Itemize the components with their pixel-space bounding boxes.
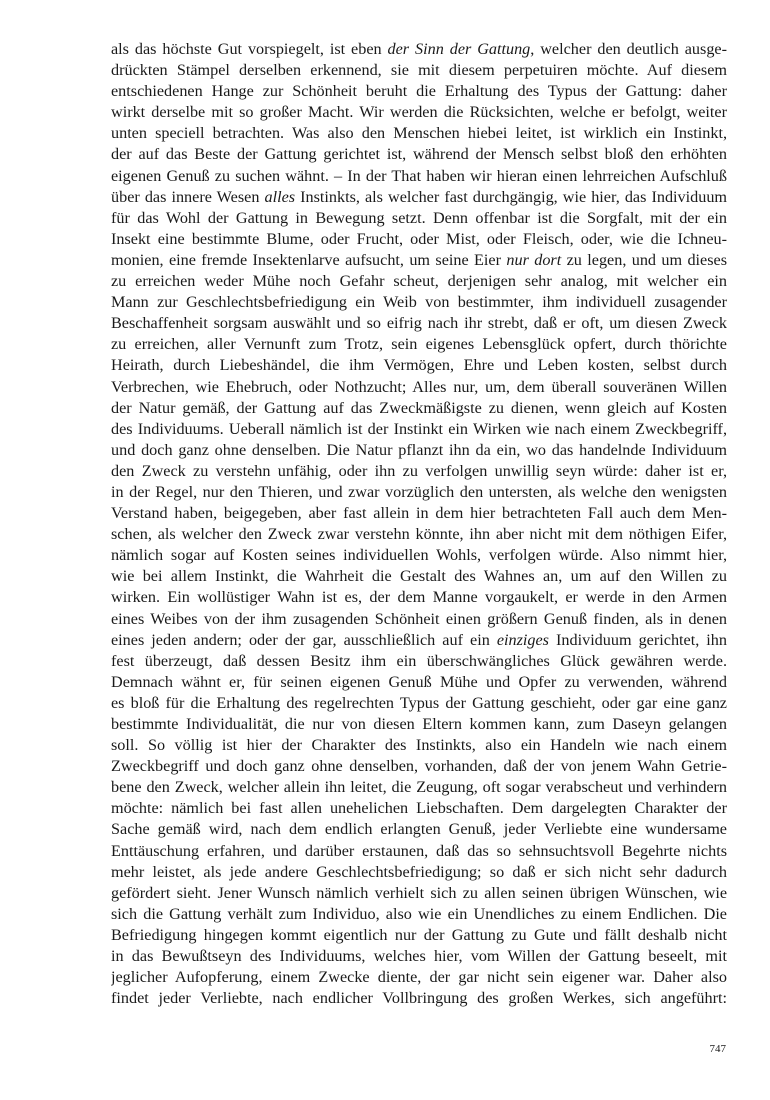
text-run: bene den Zweck, welcher allein ihn leitet, die Zeugung, oft sogar verabscheut und verhindern xyxy=(111,778,727,797)
text-run: wie bei allem Instinkt, die Wahrheit die Gestalt des Wahnes an, um auf den Willen zu xyxy=(111,567,727,586)
text-line xyxy=(111,503,727,524)
text-run: wirkt derselbe mit so großer Macht. Wir werden die Rücksichten, welche er befolgt, weiter xyxy=(111,103,727,122)
text-run: eines jeden andern; oder der gar, ausschließlich auf ein xyxy=(111,630,497,649)
text-run: zu legen, und um dieses xyxy=(561,250,727,269)
text-run: Enttäuschung erfahren, und darüber erstaunen, daß das so sehnsuchtsvoll Begehrte nichts xyxy=(111,841,727,860)
text-line xyxy=(111,862,727,883)
text-line xyxy=(111,693,727,714)
text-line xyxy=(111,482,727,503)
text-line xyxy=(111,102,727,123)
text-run: Verbrechen, wie Ehebruch, oder Nothzucht; Alles nur, um, dem überall souveränen Willen xyxy=(111,377,727,396)
text-line xyxy=(111,545,727,566)
text-line xyxy=(111,398,727,419)
text-run: zu erreichen weder Mühe noch Gefahr scheut, derjenigen sehr analog, mit welcher ein xyxy=(111,272,727,291)
text-run: unten speciell betrachten. Was also den Menschen hiebei leitet, ist wirklich ein Instinkt, xyxy=(111,124,727,143)
text-run: Heirath, durch Liebeshändel, die ihm Vermögen, Ehre und Leben kosten, selbst durch xyxy=(111,356,727,375)
italic-emphasis: der Sinn der Gattung xyxy=(387,40,531,58)
text-run: für das Wohl der Gattung in Bewegung setzt. Denn offenbar ist die Sorgfalt, mit der ein xyxy=(111,208,727,227)
text-run: Individuum gerichtet, ihn xyxy=(548,630,727,649)
text-line xyxy=(111,651,727,672)
text-line xyxy=(111,60,727,81)
body-text xyxy=(111,39,727,1009)
italic-emphasis: alles xyxy=(264,187,296,206)
text-run: mehr leistet, als jede andere Geschlechtsbefriedigung; so daß er sich nicht sehr dadurch xyxy=(111,862,727,881)
text-line xyxy=(111,630,727,651)
text-run: des Individuums. Ueberall nämlich ist der Instinkt ein Wirken wie nach einem Zweckbegriff, xyxy=(111,419,727,438)
text-run: sich die Gattung verhält zum Individuo, also wie ein Unendliches zu einem Endlichen. Die xyxy=(111,904,727,923)
text-line xyxy=(111,313,727,334)
text-run: , welcher den deutlich ausge- xyxy=(530,40,727,58)
italic-emphasis: einziges xyxy=(496,630,549,649)
text-run: Demnach wähnt er, für seinen eigenen Genuß Mühe und Opfer zu verwenden, während xyxy=(111,672,727,691)
text-run: eigenen Genuß zu suchen wähnt. – In der That haben wir hieran einen lehrreichen Aufschluß xyxy=(111,166,727,185)
text-line xyxy=(111,925,727,946)
text-run: Verstand haben, beigegeben, aber fast allein in dem hier betrachteten Fall auch dem Men- xyxy=(111,504,727,523)
text-run: gefördert sieht. Jener Wunsch nämlich verhielt sich zu allen seinen übrigen Wünschen, wie xyxy=(111,883,727,902)
text-line xyxy=(111,735,727,756)
text-run: Sache gemäß wird, nach dem endlich erlangten Genuß, jeder Verliebte eine wundersame xyxy=(111,820,727,839)
text-run: Instinkts, als welcher fast durchgängig, wie hier, das Individuum xyxy=(295,187,727,206)
text-run: wirken. Ein wollüstiger Wahn ist es, der dem Manne vorgaukelt, er werde in den Armen xyxy=(111,588,727,607)
text-line xyxy=(111,798,727,819)
text-line xyxy=(111,714,727,735)
text-line xyxy=(111,81,727,102)
text-run: entschiedenen Hange zur Schönheit beruht die Erhaltung des Typus der Gattung: daher xyxy=(111,82,727,101)
text-run: Befriedigung hingegen kommt eigentlich nur der Gattung zu Gute und fällt deshalb nicht xyxy=(111,925,727,944)
text-line xyxy=(111,461,727,482)
text-line xyxy=(111,229,727,250)
text-run: Mann zur Geschlechtsbefriedigung ein Weib von bestimmter, ihm individuell zusagender xyxy=(111,293,727,312)
text-line xyxy=(111,334,727,355)
text-line xyxy=(111,524,727,545)
text-run: drückten Stämpel derselben erkennend, sie mit diesem perpetuiren möchte. Auf diesem xyxy=(111,61,727,80)
text-line xyxy=(111,123,727,144)
text-line xyxy=(111,609,727,630)
text-run: es bloß für die Erhaltung des regelrechten Typus der Gattung geschieht, oder gar eine ganz xyxy=(111,693,727,712)
text-line xyxy=(111,946,727,967)
text-line xyxy=(111,208,727,229)
text-line xyxy=(111,355,727,376)
text-line xyxy=(111,166,727,187)
text-run: fest überzeugt, daß dessen Besitz ihm ein überschwängliches Glück gewähren werde. xyxy=(111,651,727,670)
text-run: Insekt eine bestimmte Blume, oder Frucht, oder Mist, oder Fleisch, oder, wie die Ichneu- xyxy=(111,229,727,248)
text-line xyxy=(111,144,727,165)
text-run: zu erreichen, aller Vernunft zum Trotz, sein eigenes Lebensglück opfert, durch thörichte xyxy=(111,335,727,354)
text-line xyxy=(111,841,727,862)
text-line xyxy=(111,566,727,587)
text-run: bestimmte Individualität, die nur von diesen Eltern kommen kann, zum Daseyn gelangen xyxy=(111,715,727,733)
text-run: möchte: nämlich bei fast allen unehelichen Liebschaften. Dem dargelegten Charakter der xyxy=(111,799,727,818)
text-run: über das innere Wesen xyxy=(111,187,265,206)
text-line xyxy=(111,967,727,988)
text-line xyxy=(111,904,727,925)
text-run: in das Bewußtseyn des Individuums, welches hier, vom Willen der Gattung beseelt, mit xyxy=(111,947,727,966)
text-line xyxy=(111,377,727,398)
text-run: jeglicher Aufopferung, einem Zwecke diente, der gar nicht sein eigener war. Daher also xyxy=(111,968,727,987)
text-line xyxy=(111,883,727,904)
italic-emphasis: nur dort xyxy=(506,250,562,269)
text-run: findet jeder Verliebte, nach endlicher Vollbringung des großen Werkes, sich angeführt: xyxy=(111,989,727,1008)
text-run: Zweckbegriff und doch ganz ohne denselben, vorhanden, daß der von jenem Wahn Getrie- xyxy=(111,757,727,776)
text-line xyxy=(111,271,727,292)
page-number: 747 xyxy=(709,1043,726,1055)
text-run: der auf das Beste der Gattung gerichtet ist, während der Mensch selbst bloß den erhöhten xyxy=(111,145,727,164)
text-run: der Natur gemäß, der Gattung auf das Zweckmäßigste zu dienen, wenn gleich auf Kosten xyxy=(111,398,727,417)
text-line xyxy=(111,187,727,208)
text-run: und doch ganz ohne denselben. Die Natur pflanzt ihn da ein, wo das handelnde Individuum xyxy=(111,440,727,459)
text-run: monien, eine fremde Insektenlarve aufsucht, um seine Eier xyxy=(111,250,507,269)
text-run: den Zweck zu verstehn unfähig, oder ihn zu verfolgen unwillig seyn würde: daher ist er, xyxy=(111,461,727,480)
text-line xyxy=(111,39,727,60)
text-line xyxy=(111,587,727,608)
text-line xyxy=(111,756,727,777)
text-run: eines Weibes von der ihm zusagenden Schönheit einen größern Genuß finden, als in denen xyxy=(111,609,727,628)
text-line xyxy=(111,819,727,840)
text-line xyxy=(111,440,727,461)
text-line xyxy=(111,419,727,440)
text-run: als das höchste Gut vorspiegelt, ist eben xyxy=(111,40,388,58)
text-line xyxy=(111,988,727,1009)
text-run: in der Regel, nur den Thieren, und zwar vorzüglich den untersten, als welche den wenigsten xyxy=(111,482,727,501)
text-run: soll. So völlig ist hier der Charakter des Instinkts, also ein Handeln wie nach einem xyxy=(111,736,727,755)
text-line xyxy=(111,777,727,798)
text-run: Beschaffenheit sorgsam auswählt und so eifrig nach ihr strebt, daß er oft, um diesen Zweck xyxy=(111,314,727,333)
text-line xyxy=(111,250,727,271)
text-run: nämlich sogar auf Kosten seines individuellen Wohls, verfolgen würde. Also nimmt hier, xyxy=(111,546,727,565)
text-line xyxy=(111,672,727,693)
text-line xyxy=(111,292,727,313)
text-run: schen, als welcher den Zweck zwar verstehn könnte, ihn aber nicht mit dem nöthigen Eifer, xyxy=(111,525,727,544)
